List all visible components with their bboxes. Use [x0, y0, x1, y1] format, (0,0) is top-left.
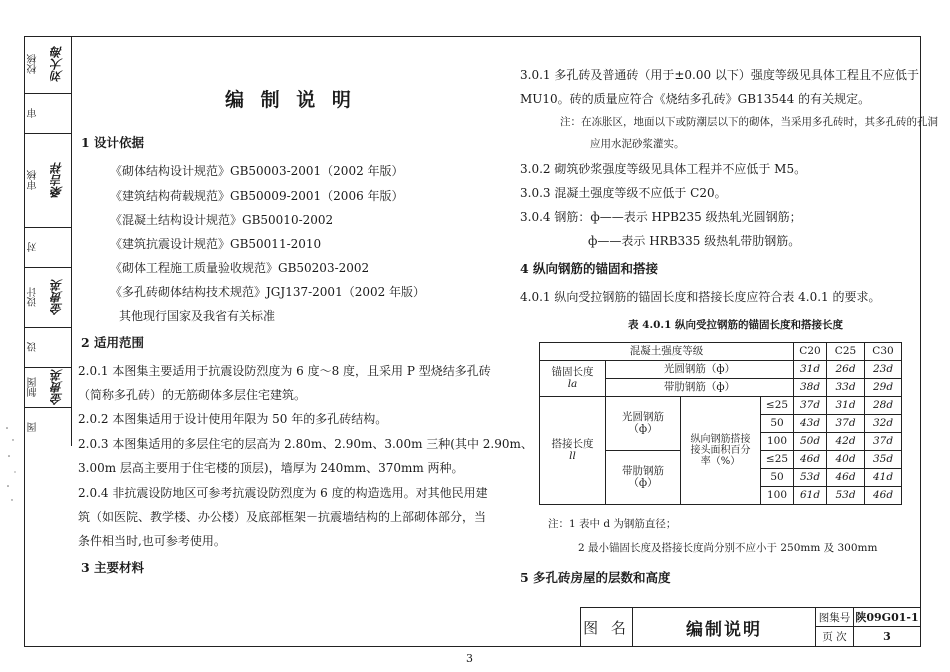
body-line: 3.0.3 混凝土强度等级不应低于 C20。 [520, 186, 727, 200]
title-block-label: 图 名 [581, 608, 633, 646]
row-label: 带肋钢筋（ф） [606, 451, 681, 505]
scan-speckles [4, 420, 18, 520]
table-cell: 23d [865, 361, 902, 379]
table-cell: 35d [865, 451, 902, 469]
body-line: 3.0.2 砌筑砂浆强度等级见具体工程并不应低于 M5。 [520, 162, 807, 176]
sidebar-label: 审核 [24, 134, 42, 227]
row-group-label [540, 361, 606, 397]
body-line: 2.0.1 本图集主要适用于抗震设防烈度为 6 度～8 度，且采用 P 型烧结多孔砖 [78, 364, 491, 378]
sidebar-label: 对 [24, 228, 42, 267]
body-line: 3.0.1 多孔砖及普通砖（用于±0.00 以下）强度等级见具体工程且不应低于 [520, 68, 919, 82]
table-header: C25 [827, 343, 865, 361]
reference-item: 《混凝土结构设计规范》GB50010-2002 [110, 213, 334, 227]
section-heading: 1 设计依据 [81, 135, 145, 150]
set-number-value: 陕09G01-1 [854, 608, 920, 627]
title-block [580, 607, 921, 647]
table-cell: 41d [865, 469, 902, 487]
reference-item: 《砌体工程施工质量验收规范》GB50203-2002 [110, 261, 370, 275]
body-line: 4.0.1 纵向受拉钢筋的锚固长度和搭接长度应符合表 4.0.1 的要求。 [520, 290, 881, 304]
sidebar-label: 图 [24, 408, 42, 446]
page-value: 3 [883, 630, 891, 643]
row-group-label [540, 397, 606, 505]
set-number-label: 图集号 [816, 608, 854, 627]
table-cell: ≤25 [761, 451, 794, 469]
table-cell: 46d [827, 469, 865, 487]
sidebar-row-blank [24, 408, 71, 446]
page-number: 3 [466, 652, 473, 665]
table-cell: 31d [794, 361, 827, 379]
table-row [540, 361, 902, 379]
section-heading: 4 纵向钢筋的锚固和搭接 [520, 261, 659, 276]
table-cell: 61d [794, 487, 827, 505]
sidebar-row-blank [24, 228, 71, 268]
section-heading: 3 主要材料 [81, 560, 145, 575]
table-cell: 46d [794, 451, 827, 469]
splice-label: 搭接长度 [551, 437, 594, 450]
table-cell: 29d [865, 379, 902, 397]
sidebar-label: 审 [24, 94, 42, 133]
signature: 刘大海 [50, 46, 64, 83]
table-header: C20 [794, 343, 827, 361]
reference-item: 其他现行国家及我省有关标准 [119, 309, 276, 323]
sidebar-row-checker [24, 36, 71, 94]
signature: 桑吉祥 [50, 162, 64, 199]
table-cell: 40d [827, 451, 865, 469]
table-cell: 31d [827, 397, 865, 415]
reference-item: 《建筑抗震设计规范》GB50011-2010 [110, 237, 322, 251]
body-line: 2.0.4 非抗震设防地区可参考抗震设防烈度为 6 度的构造选用。对其他民用建 [78, 486, 488, 500]
body-line: 2.0.2 本图集适用于设计使用年限为 50 年的多孔砖结构。 [78, 412, 388, 426]
table-cell: 50d [794, 433, 827, 451]
reference-item: 《多孔砖砌体结构技术规范》JGJ137-2001（2002 年版） [110, 285, 426, 299]
reference-item: 《砌体结构设计规范》GB50003-2001（2002 年版） [110, 164, 404, 178]
sidebar-label: 设计 [24, 268, 42, 327]
row-label: 光圆钢筋（ф） [606, 361, 794, 379]
sidebar-label: 制图 [24, 368, 42, 407]
row-label: 纵向钢筋搭接接头面积百分率（%） [681, 397, 761, 505]
table-cell: 43d [794, 415, 827, 433]
title-block-name: 编制说明 [633, 608, 816, 646]
page-label: 页 次 [816, 627, 854, 646]
body-line: 筑（如医院、教学楼、办公楼）及底部框架－抗震墙结构的上部砌体部分，当 [78, 510, 487, 524]
body-line: 2.0.3 本图集适用的多层住宅的层高为 2.80m、2.90m、3.00m 三种(其中 2.90m、 [78, 437, 533, 451]
table-cell: 37d [865, 433, 902, 451]
table-cell: 50 [761, 415, 794, 433]
body-line: 3.00m 层高主要用于住宅楼的顶层)，墙厚为 240mm、370mm 两种。 [78, 461, 464, 475]
table-title: 表 4.0.1 纵向受拉钢筋的锚固长度和搭接长度 [628, 319, 844, 331]
anchorage-table [539, 342, 902, 505]
table-cell: 28d [865, 397, 902, 415]
sidebar-row-reviewer [24, 134, 71, 228]
signature: 金贵英 [50, 279, 64, 316]
section-heading: 2 适用范围 [81, 335, 145, 350]
body-line: 条件相当时,也可参考使用。 [78, 534, 226, 548]
table-note: 2 最小锚固长度及搭接长度尚分别不应小于 250mm 及 300mm [578, 542, 878, 554]
sidebar-row-blank [24, 328, 71, 368]
table-cell: 37d [794, 397, 827, 415]
table-cell: 32d [865, 415, 902, 433]
anchor-label: 锚固长度 [551, 365, 594, 378]
table-row [540, 397, 902, 415]
table-cell: 53d [794, 469, 827, 487]
table-note: 注：1 表中 d 为钢筋直径； [548, 518, 677, 530]
table-cell: 38d [794, 379, 827, 397]
sidebar-row-blank [24, 94, 71, 134]
table-cell: 53d [827, 487, 865, 505]
table-cell: 50 [761, 469, 794, 487]
page-title: 编 制 说 明 [225, 89, 356, 111]
section-heading: 5 多孔砖房屋的层数和高度 [520, 570, 671, 585]
table-cell: ≤25 [761, 397, 794, 415]
signature: 金贵英 [50, 369, 64, 406]
note-line: 应用水泥砂浆灌实。 [590, 138, 685, 150]
reference-item: 《建筑结构荷载规范》GB50009-2001（2006 年版） [110, 189, 404, 203]
sidebar-label: 校核 [24, 36, 42, 93]
table-cell: 42d [827, 433, 865, 451]
sidebar-row-drafter [24, 368, 71, 408]
body-line: ф——表示 HRB335 级热轧带肋钢筋。 [588, 234, 801, 248]
table-cell: 46d [865, 487, 902, 505]
splice-symbol: ll [569, 449, 576, 462]
signature-sidebar [24, 36, 72, 446]
body-line: （简称多孔砖）的无筋砌体多层住宅建筑。 [78, 388, 307, 402]
table-cell: 33d [827, 379, 865, 397]
table-row [540, 343, 902, 361]
body-line: MU10。砖的质量应符合《烧结多孔砖》GB13544 的有关规定。 [520, 92, 871, 106]
note-line: 注：在冻胀区，地面以下或防潮层以下的砌体，当采用多孔砖时，其多孔砖的孔洞 [560, 116, 938, 128]
table-cell: 100 [761, 433, 794, 451]
table-header: C30 [865, 343, 902, 361]
table-header: 混凝土强度等级 [540, 343, 794, 361]
anchor-symbol: la [567, 377, 578, 390]
row-label: 带肋钢筋（ф） [606, 379, 794, 397]
sidebar-row-designer [24, 268, 71, 328]
sidebar-label: 设 [24, 328, 42, 367]
row-label: 光圆钢筋（ф） [606, 397, 681, 451]
table-cell: 37d [827, 415, 865, 433]
body-line: 3.0.4 钢筋：ф——表示 HPB235 级热轧光圆钢筋； [520, 210, 802, 224]
table-cell: 100 [761, 487, 794, 505]
table-cell: 26d [827, 361, 865, 379]
